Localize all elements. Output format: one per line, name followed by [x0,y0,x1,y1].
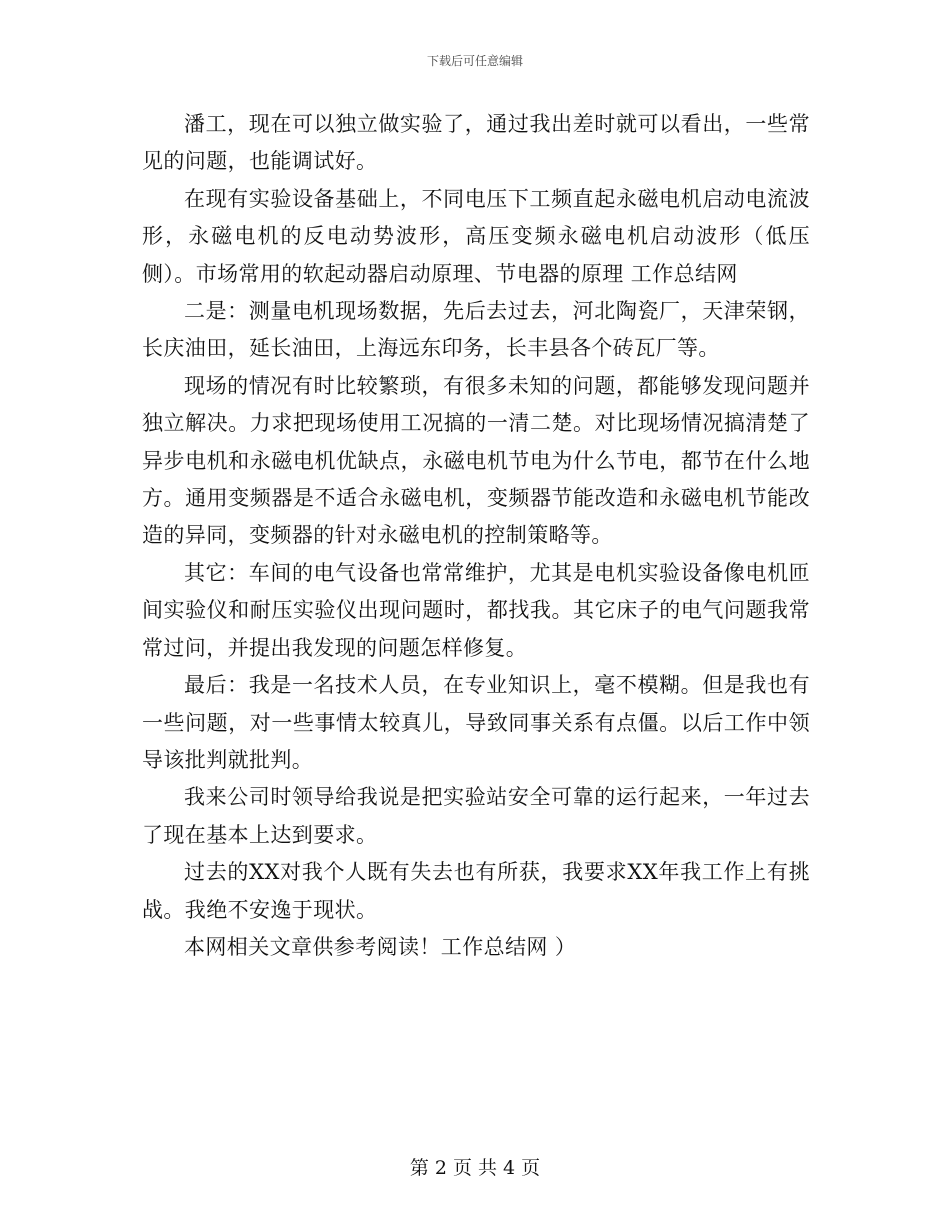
paragraph: 潘工，现在可以独立做实验了，通过我出差时就可以看出，一些常见的问题，也能调试好。 [142,112,810,174]
paragraph: 我来公司时领导给我说是把实验站安全可靠的运行起来，一年过去了现在基本上达到要求。 [142,785,810,847]
page-number-footer: 第 2 页 共 4 页 [409,1157,541,1179]
paragraph: 在现有实验设备基础上，不同电压下工频直起永磁电机启动电流波形，永磁电机的反电动势波形，高压变频永磁电机启动波形（低压侧）。市场常用的软起动器启动原理、节电器的原理 工作总结网 [142,186,810,286]
paragraph: 过去的XX对我个人既有失去也有所获，我要求XX年我工作上有挑战。我绝不安逸于现状。 [142,860,810,922]
paragraph: 二是：测量电机现场数据，先后去过去，河北陶瓷厂，天津荣钢，长庆油田，延长油田，上海远东印务，长丰县各个砖瓦厂等。 [142,299,810,361]
paragraph: 本网相关文章供参考阅读！工作总结网 ） [184,934,577,959]
paragraph: 现场的情况有时比较繁琐，有很多未知的问题，都能够发现问题并独立解决。力求把现场使用工况搞的一清二楚。对比现场情况搞清楚了异步电机和永磁电机优缺点，永磁电机节电为什么节电，都节在什么地方。通用变频器是不适合永磁电机，变频器节能改造和永磁电机节能改造的异同，变频器的针对永磁电机的控制策略等。 [142,373,810,548]
paragraph: 最后：我是一名技术人员，在专业知识上，毫不模糊。但是我也有一些问题，对一些事情太较真儿，导致同事关系有点僵。以后工作中领导该批判就批判。 [142,673,810,772]
paragraph: 其它：车间的电气设备也常常维护，尤其是电机实验设备像电机匝间实验仪和耐压实验仪出现问题时，都找我。其它床子的电气问题我常常过问，并提出我发现的问题怎样修复。 [142,560,810,660]
document-body [142,106,810,966]
page-header: 下载后可任意编辑 [426,54,523,68]
